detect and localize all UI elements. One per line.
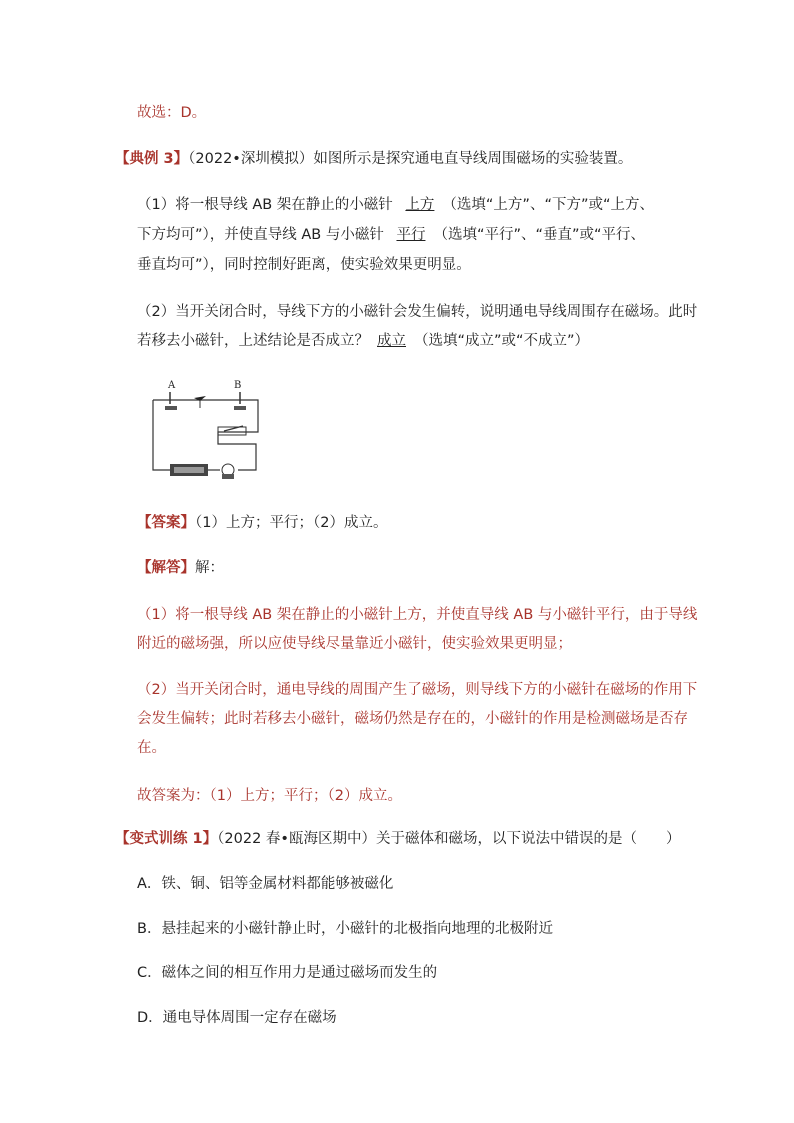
exercise-stem: （2022 春•瓯海区期中）关于磁体和磁场，以下说法中错误的是（ ） (217, 831, 681, 847)
q2-text-b: （选填“成立”或“不成立”） (414, 333, 590, 349)
solution-tag: 【解答】 (137, 560, 195, 576)
example-tag: 【典例 3】 (115, 151, 189, 167)
option-d: D．通电导体周围一定存在磁场 (137, 1010, 337, 1026)
final-answer: 故答案为：（1）上方；平行；（2）成立。 (137, 788, 402, 804)
answer-line (137, 513, 387, 533)
q1-text-b: （选填“上方”、“下方”或“上方、 (442, 197, 654, 213)
option-c: C．磁体之间的相互作用力是通过磁场而发生的 (137, 965, 438, 981)
q1-text-c: 下方均可”），并使直导线 AB 与小磁针 (137, 227, 384, 243)
example-stem: （2022•深圳模拟）如图所示是探究通电直导线周围磁场的实验装置。 (188, 151, 633, 167)
label-a: A (168, 380, 176, 391)
solution-intro: 解： (195, 560, 224, 576)
answer-tag: 【答案】 (137, 515, 195, 531)
q2-line-1: （2）当开关闭合时，导线下方的小磁针会发生偏转，说明通电导线周围存在磁场。此时 (137, 304, 698, 320)
solution-p1-line-2: 附近的磁场强，所以应使导线尽量靠近小磁针，使实验效果更明显； (137, 636, 572, 652)
exercise-heading (115, 829, 680, 849)
label-b: B (234, 380, 242, 391)
example-heading (115, 149, 632, 169)
q1-blank-2: 平行 (396, 227, 426, 243)
battery-pack (170, 464, 208, 476)
circuit-diagram (148, 374, 270, 484)
q2-text-a: 若移去小磁针，上述结论是否成立？ (137, 333, 369, 349)
switch (218, 426, 246, 435)
option-a: A．铁、铜、铝等金属材料都能够被磁化 (137, 876, 394, 892)
option-b: B．悬挂起来的小磁针静止时，小磁针的北极指向地理的北极附近 (137, 921, 553, 937)
q1-line-3: 垂直均可”），同时控制好距离，使实验效果更明显。 (137, 257, 471, 273)
solution-heading (137, 558, 224, 578)
q2-line-2 (137, 331, 589, 351)
q1-line-2 (137, 225, 645, 245)
answer-text: （1）上方；平行；（2）成立。 (195, 515, 388, 531)
exercise-tag: 【变式训练 1】 (115, 831, 218, 847)
support-left (165, 406, 177, 410)
q2-blank: 成立 (377, 333, 406, 349)
q1-blank-1: 上方 (405, 197, 435, 213)
q1-text-d: （选填“平行”、“垂直”或“平行、 (433, 227, 646, 243)
solution-p2-line-3: 在。 (137, 740, 166, 756)
q1-line-1 (137, 195, 654, 215)
q1-text-a: （1）将一根导线 AB 架在静止的小磁针 (137, 197, 393, 213)
support-right (234, 406, 246, 410)
wire-ab (170, 392, 240, 404)
previous-conclusion: 故选：D。 (137, 105, 207, 121)
compass-needle (194, 396, 206, 408)
solution-p2-line-2: 会发生偏转；此时若移去小磁针，磁场仍然是存在的，小磁针的作用是检测磁场是否存 (137, 711, 688, 727)
solution-p2-line-1: （2）当开关闭合时，通电导线的周围产生了磁场，则导线下方的小磁针在磁场的作用下 (137, 682, 698, 698)
bulb (222, 464, 234, 479)
solution-p1-line-1: （1）将一根导线 AB 架在静止的小磁针上方，并使直导线 AB 与小磁针平行，由于导线 (137, 607, 698, 623)
